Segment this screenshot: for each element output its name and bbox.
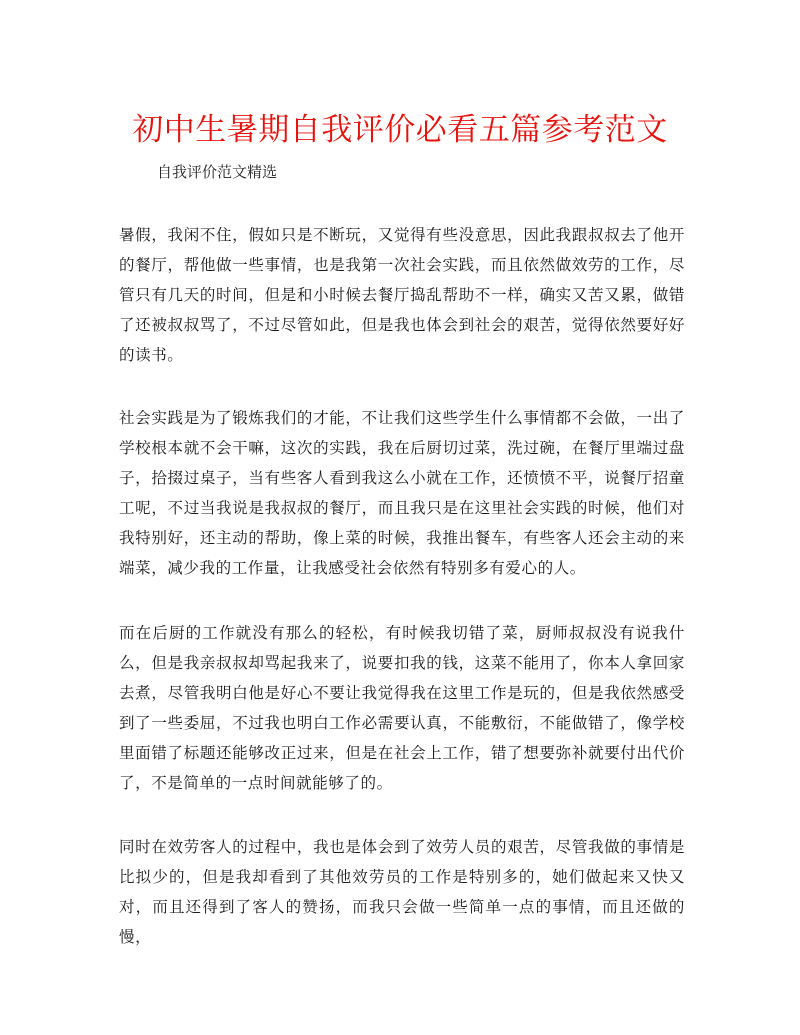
paragraph-4: 同时在效劳客人的过程中，我也是体会到了效劳人员的艰苦，尽管我做的事情是比拟少的，但是我却看到了其他效劳员的工作是特别多的，她们做起来又快又对，而且还得到了客人的赞扬，而我只会做一些简单一点的事情，而且还做的慢， xyxy=(119,838,685,946)
paragraph-2: 社会实践是为了锻炼我们的才能，不让我们这些学生什么事情都不会做，一出了学校根本就不会干嘛，这次的实践，我在后厨切过菜，洗过碗，在餐厅里端过盘子，拾掇过桌子，当有些客人看到我这么小就在工作，还愤愤不平，说餐厅招童工呢，不过当我说是我叔叔的餐厅，而且我只是在这里社会实践的时候，他们对我特别好，还主动的帮助，像上菜的时候，我推出餐车，有些客人还会主动的来端菜，减少我的工作量，让我感受社会依然有特别多有爱心的人。 xyxy=(119,409,685,577)
document-subtitle: 自我评价范文精选 xyxy=(157,163,278,181)
document-title: 初中生暑期自我评价必看五篇参考范文 xyxy=(132,112,668,148)
paragraph-1: 暑假，我闲不住，假如只是不断玩，又觉得有些没意思，因此我跟叔叔去了他开的餐厅，帮他做一些事情，也是我第一次社会实践，而且依然做效劳的工作，尽管只有几天的时间，但是和小时候去餐厅捣乱帮助不一样，确实又苦又累，做错了还被叔叔骂了，不过尽管如此，但是我也体会到社会的艰苦，觉得依然要好好的读书。 xyxy=(119,226,685,364)
paragraph-3: 而在后厨的工作就没有那么的轻松，有时候我切错了菜，厨师叔叔没有说我什么，但是我亲叔叔却骂起我来了，说要扣我的钱，这菜不能用了，你本人拿回家去煮，尽管我明白他是好心不要让我觉得我在这里工作是玩的，但是我依然感受到了一些委屈，不过我也明白工作必需要认真，不能敷衍，不能做错了，像学校里面错了标题还能够改正过来，但是在社会上工作，错了想要弥补就要付出代价了，不是简单的一点时间就能够了的。 xyxy=(119,624,685,792)
